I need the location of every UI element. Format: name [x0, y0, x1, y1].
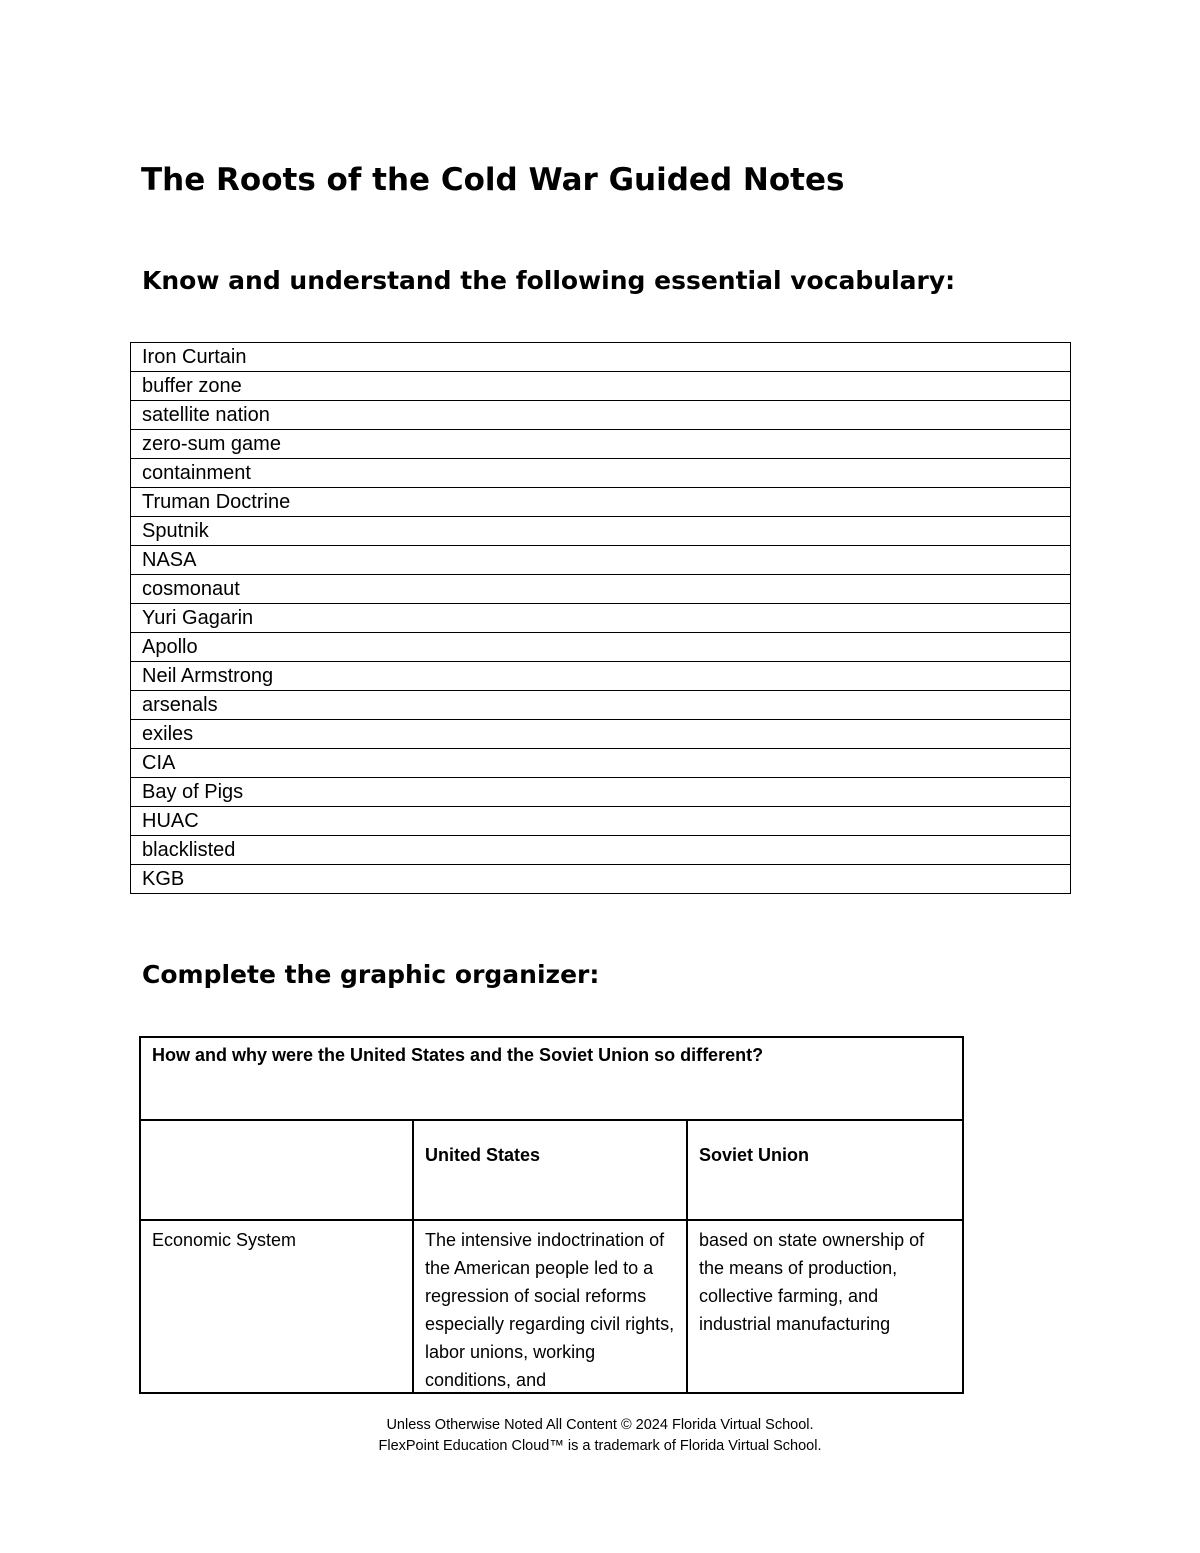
- vocab-row: [131, 604, 1071, 633]
- vocab-term: Iron Curtain: [131, 343, 1071, 372]
- vocab-term: KGB: [131, 865, 1071, 894]
- vocab-term: HUAC: [131, 807, 1071, 836]
- vocab-term: CIA: [131, 749, 1071, 778]
- header-soviet-union: Soviet Union: [687, 1120, 963, 1220]
- vocab-row: [131, 691, 1071, 720]
- row-label: [140, 1220, 413, 1393]
- us-answer-text: The intensive indoctrination of the American people led to a regression of social reforms especially regarding civil rights, labor unions, working conditions, and: [425, 1230, 675, 1390]
- ussr-answer-text: based on state ownership of the means of production, collective farming, and industrial manufacturing: [699, 1230, 925, 1334]
- vocab-term: NASA: [131, 546, 1071, 575]
- vocabulary-heading: Know and understand the following essential vocabulary:: [142, 266, 956, 295]
- vocab-term: Neil Armstrong: [131, 662, 1071, 691]
- vocab-row: [131, 546, 1071, 575]
- organizer-heading: Complete the graphic organizer:: [142, 960, 600, 989]
- ussr-answer-cell[interactable]: [687, 1220, 963, 1393]
- header-blank-cell: [140, 1120, 413, 1220]
- organizer-question-row: [140, 1037, 963, 1120]
- vocab-term: arsenals: [131, 691, 1071, 720]
- vocab-row: [131, 459, 1071, 488]
- vocab-term: Bay of Pigs: [131, 778, 1071, 807]
- vocab-row: [131, 343, 1071, 372]
- vocab-row: [131, 575, 1071, 604]
- vocab-row: [131, 372, 1071, 401]
- vocab-term: exiles: [131, 720, 1071, 749]
- trademark-line: FlexPoint Education Cloud™ is a trademark of Florida Virtual School.: [378, 1438, 822, 1454]
- organizer-question: How and why were the United States and the Soviet Union so different?: [140, 1037, 963, 1120]
- vocab-row: [131, 488, 1071, 517]
- vocab-term: containment: [131, 459, 1071, 488]
- vocab-row: [131, 836, 1071, 865]
- vocab-term: zero-sum game: [131, 430, 1071, 459]
- vocab-term: Truman Doctrine: [131, 488, 1071, 517]
- vocab-term: Sputnik: [131, 517, 1071, 546]
- vocab-row: [131, 633, 1071, 662]
- vocab-row: [131, 517, 1071, 546]
- vocab-row: [131, 430, 1071, 459]
- organizer-row-economic-system: [140, 1220, 963, 1393]
- vocab-term: satellite nation: [131, 401, 1071, 430]
- vocab-term: Yuri Gagarin: [131, 604, 1071, 633]
- vocab-row: [131, 807, 1071, 836]
- vocab-term: buffer zone: [131, 372, 1071, 401]
- us-answer-cell[interactable]: [413, 1220, 687, 1393]
- vocab-row: [131, 865, 1071, 894]
- vocab-row: [131, 749, 1071, 778]
- vocab-row: [131, 662, 1071, 691]
- vocab-row: [131, 778, 1071, 807]
- page-footer: [0, 1415, 1200, 1457]
- vocab-term: blacklisted: [131, 836, 1071, 865]
- vocabulary-table: [130, 342, 1071, 894]
- graphic-organizer: [139, 1036, 964, 1394]
- vocab-term: Apollo: [131, 633, 1071, 662]
- header-united-states: United States: [413, 1120, 687, 1220]
- vocab-row: [131, 401, 1071, 430]
- copyright-line: Unless Otherwise Noted All Content © 2024 Florida Virtual School.: [386, 1417, 814, 1433]
- organizer-header-row: [140, 1120, 963, 1220]
- vocab-term: cosmonaut: [131, 575, 1071, 604]
- row-label-text: Economic System: [152, 1230, 297, 1250]
- vocab-row: [131, 720, 1071, 749]
- page-title: The Roots of the Cold War Guided Notes: [141, 162, 845, 198]
